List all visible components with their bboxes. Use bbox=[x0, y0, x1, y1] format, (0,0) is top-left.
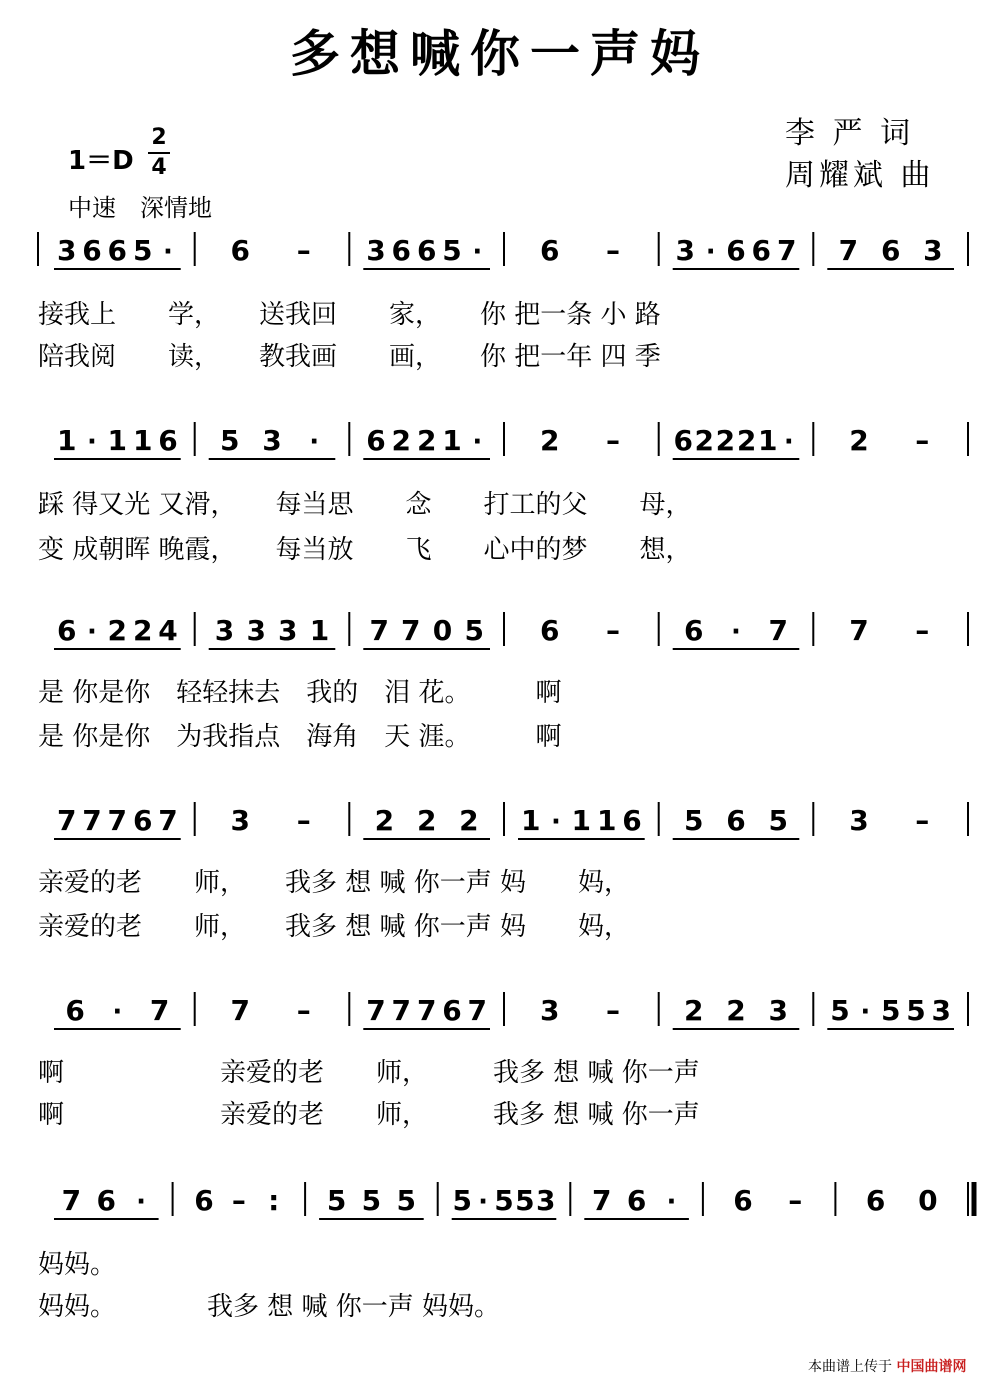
note: 7 bbox=[107, 804, 128, 837]
note: 2 bbox=[726, 994, 746, 1027]
note: 6 bbox=[673, 424, 693, 457]
note: 3 bbox=[56, 234, 77, 267]
note: 2 bbox=[539, 424, 560, 457]
dot-augment: · bbox=[163, 237, 173, 267]
lyric-line-1-verse-1: 接我上 学， 送我回 家， 你 把一条 小 路 bbox=[38, 300, 661, 330]
note: 6 bbox=[442, 994, 462, 1027]
note: 6 bbox=[880, 234, 901, 267]
lyric-line-4-verse-1: 亲爱的老 师， 我多 想 喊 你一声 妈 妈， bbox=[38, 868, 631, 898]
note: 5 bbox=[515, 1184, 535, 1217]
note: 1 bbox=[520, 804, 541, 837]
note: 5 bbox=[326, 1184, 347, 1217]
note: 3 bbox=[214, 614, 235, 647]
note: 6 bbox=[194, 1184, 214, 1217]
composer-credit: 周耀斌 曲 bbox=[785, 158, 935, 193]
note: 7 bbox=[401, 614, 421, 647]
note: 6 bbox=[539, 234, 560, 267]
dot-augment: · bbox=[112, 997, 123, 1027]
note: 6 bbox=[96, 1184, 117, 1217]
lyric-line-6-verse-1: 妈妈。 bbox=[38, 1250, 117, 1280]
note: 5 bbox=[464, 614, 484, 647]
dash-sustain: – bbox=[296, 994, 311, 1027]
time-signature-top: 2 bbox=[151, 125, 167, 150]
note: 2 bbox=[416, 424, 437, 457]
lyric-line-6-verse-2: 妈妈。 我多 想 喊 你一声 妈妈。 bbox=[38, 1292, 501, 1322]
note: 1 bbox=[571, 804, 592, 837]
note: 7 bbox=[416, 994, 437, 1027]
note: 0 bbox=[432, 614, 453, 647]
note: 7 bbox=[366, 994, 386, 1027]
note: 7 bbox=[838, 234, 859, 267]
lyric-line-5-verse-2: 啊 亲爱的老 师， 我多 想 喊 你一声 bbox=[38, 1100, 700, 1130]
dash-sustain: – bbox=[296, 804, 311, 837]
dot-augment: · bbox=[860, 997, 871, 1027]
dash-sustain: – bbox=[606, 424, 620, 457]
dot-augment: · bbox=[478, 1187, 489, 1217]
note: 1 bbox=[56, 424, 77, 457]
dot-augment: · bbox=[551, 807, 561, 837]
note: 5 bbox=[452, 1184, 472, 1217]
note: 2 bbox=[715, 424, 736, 457]
dot-augment: · bbox=[87, 617, 97, 647]
note: 6 bbox=[622, 804, 642, 837]
note: 6 bbox=[726, 804, 746, 837]
lyric-line-2-verse-1: 踩 得又光 又滑， 每当思 念 打工的父 母， bbox=[38, 490, 692, 520]
note: 6 bbox=[416, 234, 437, 267]
footer-prefix: 本曲谱上传于 bbox=[808, 1359, 892, 1375]
dash-sustain: – bbox=[606, 994, 620, 1027]
note: 1 bbox=[596, 804, 617, 837]
note: 2 bbox=[107, 614, 128, 647]
dash-sustain: – bbox=[788, 1184, 803, 1217]
note: 3 bbox=[931, 994, 952, 1027]
note: 3 bbox=[246, 614, 266, 647]
repeat-sign: : bbox=[268, 1184, 280, 1217]
note: 6 bbox=[751, 234, 772, 267]
note: 5 bbox=[768, 804, 788, 837]
lyricist-credit: 李 严 词 bbox=[785, 116, 915, 151]
note: 5 bbox=[830, 994, 850, 1027]
note: 7 bbox=[369, 614, 389, 647]
note: 5 bbox=[361, 1184, 382, 1217]
note: 7 bbox=[776, 234, 797, 267]
dot-augment: · bbox=[783, 427, 794, 457]
note: 7 bbox=[158, 804, 178, 837]
dash-sustain: – bbox=[915, 804, 930, 837]
note: 6 bbox=[230, 234, 251, 267]
note: 6 bbox=[733, 1184, 753, 1217]
note: 7 bbox=[82, 804, 102, 837]
note: 1 bbox=[132, 424, 153, 457]
note: 0 bbox=[918, 1184, 938, 1217]
note: 7 bbox=[467, 994, 488, 1027]
dash-sustain: – bbox=[606, 234, 620, 267]
note: 2 bbox=[736, 424, 757, 457]
note: 3 bbox=[230, 804, 251, 837]
note: 2 bbox=[684, 994, 704, 1027]
dot-augment: · bbox=[705, 237, 716, 267]
note: 7 bbox=[149, 994, 170, 1027]
note: 6 bbox=[865, 1184, 886, 1217]
key-signature: 1＝D bbox=[68, 146, 134, 176]
note: 7 bbox=[56, 804, 77, 837]
note: 3 bbox=[675, 234, 696, 267]
note: 3 bbox=[262, 424, 282, 457]
note: 3 bbox=[278, 614, 298, 647]
note: 6 bbox=[132, 804, 153, 837]
note: 5 bbox=[906, 994, 926, 1027]
note: 6 bbox=[726, 234, 746, 267]
note: 5 bbox=[132, 234, 153, 267]
note: 1 bbox=[442, 424, 462, 457]
note: 6 bbox=[366, 424, 386, 457]
note: 6 bbox=[158, 424, 178, 457]
note: 6 bbox=[107, 234, 128, 267]
note: 7 bbox=[391, 994, 412, 1027]
note: 2 bbox=[391, 424, 412, 457]
dot-augment: · bbox=[731, 617, 741, 647]
lyric-line-1-verse-2: 陪我阅 读， 教我画 画， 你 把一年 四 季 bbox=[38, 342, 661, 372]
note: 5 bbox=[684, 804, 704, 837]
dot-augment: · bbox=[136, 1187, 147, 1217]
song-title: 多想喊你一声妈 bbox=[290, 24, 710, 83]
dot-augment: · bbox=[666, 1187, 677, 1217]
note: 2 bbox=[459, 804, 479, 837]
note: 3 bbox=[536, 1184, 556, 1217]
note: 5 bbox=[442, 234, 462, 267]
dash-sustain: – bbox=[606, 614, 620, 647]
dash-sustain: – bbox=[231, 1184, 246, 1217]
note: 5 bbox=[220, 424, 240, 457]
note: 3 bbox=[923, 234, 943, 267]
note: 5 bbox=[494, 1184, 514, 1217]
footer-site-logo: 中国曲谱网 bbox=[896, 1359, 967, 1375]
note: 5 bbox=[396, 1184, 417, 1217]
note: 6 bbox=[626, 1184, 647, 1217]
lyric-line-2-verse-2: 变 成朝晖 晚霞， 每当放 飞 心中的梦 想， bbox=[38, 535, 692, 565]
lyric-line-3-verse-1: 是 你是你 轻轻抹去 我的 泪 花。 啊 bbox=[38, 678, 562, 708]
note: 1 bbox=[107, 424, 128, 457]
note: 3 bbox=[539, 994, 560, 1027]
lyric-line-5-verse-1: 啊 亲爱的老 师， 我多 想 喊 你一声 bbox=[38, 1058, 700, 1088]
note: 2 bbox=[416, 804, 437, 837]
dash-sustain: – bbox=[915, 614, 930, 647]
note: 2 bbox=[374, 804, 395, 837]
time-signature-bottom: 4 bbox=[151, 155, 167, 180]
note: 5 bbox=[880, 994, 901, 1027]
note: 7 bbox=[849, 614, 869, 647]
note: 1 bbox=[757, 424, 778, 457]
lyric-line-4-verse-2: 亲爱的老 师， 我多 想 喊 你一声 妈 妈， bbox=[38, 912, 631, 942]
footer-source bbox=[808, 1356, 966, 1376]
dot-augment: · bbox=[472, 427, 483, 457]
note: 1 bbox=[309, 614, 330, 647]
note: 6 bbox=[539, 614, 560, 647]
tempo-marking: 中速 深情地 bbox=[68, 194, 212, 222]
note: 6 bbox=[65, 994, 85, 1027]
note: 3 bbox=[366, 234, 386, 267]
dot-augment: · bbox=[472, 237, 483, 267]
note: 6 bbox=[82, 234, 102, 267]
lyric-line-3-verse-2: 是 你是你 为我指点 海角 天 涯。 啊 bbox=[38, 722, 562, 752]
dash-sustain: – bbox=[296, 234, 311, 267]
note: 7 bbox=[61, 1184, 82, 1217]
note: 7 bbox=[591, 1184, 612, 1217]
note: 2 bbox=[849, 424, 869, 457]
note: 6 bbox=[391, 234, 412, 267]
note: 2 bbox=[132, 614, 153, 647]
note: 7 bbox=[768, 614, 788, 647]
note: 4 bbox=[158, 614, 178, 647]
note: 3 bbox=[849, 804, 869, 837]
note: 2 bbox=[694, 424, 715, 457]
note: 7 bbox=[230, 994, 251, 1027]
dot-augment: · bbox=[87, 427, 97, 457]
note: 6 bbox=[56, 614, 77, 647]
dot-augment: · bbox=[309, 427, 320, 457]
note: 6 bbox=[684, 614, 704, 647]
dash-sustain: – bbox=[915, 424, 930, 457]
note: 3 bbox=[768, 994, 788, 1027]
